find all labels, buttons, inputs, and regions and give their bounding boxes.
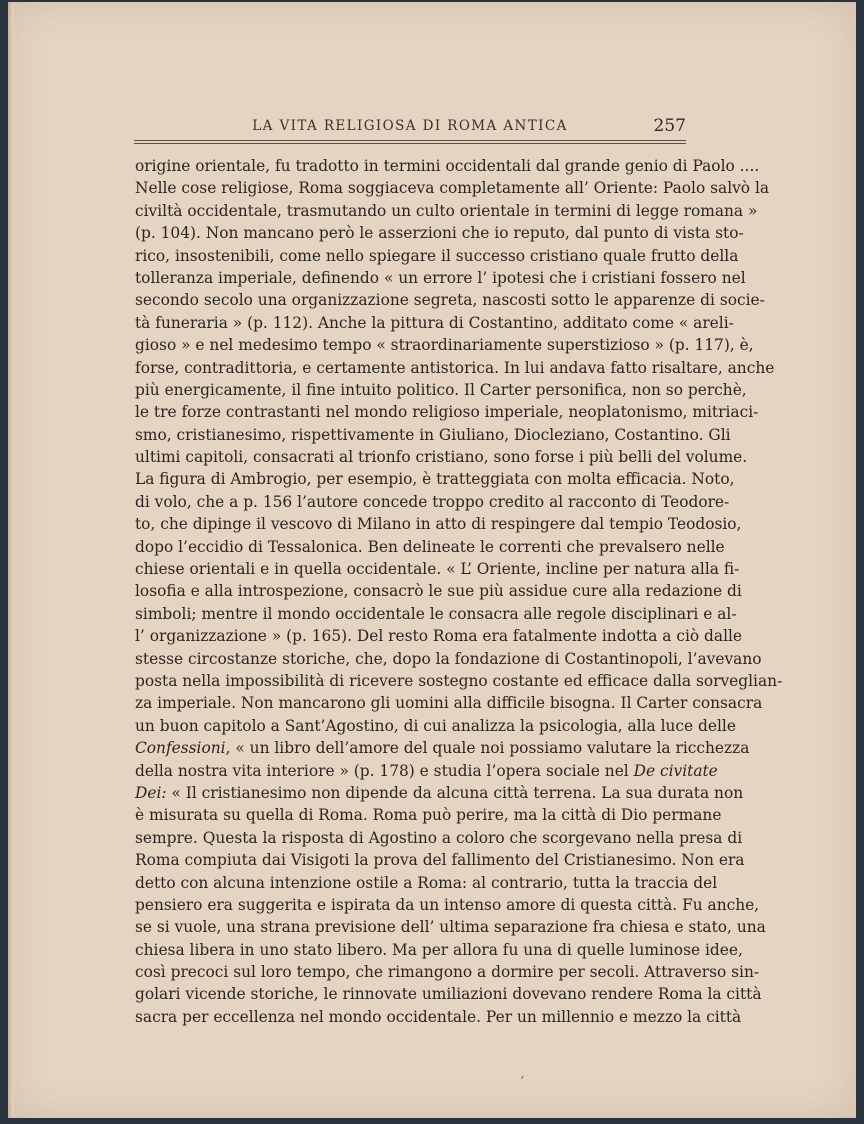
text-line: gioso » e nel medesimo tempo « straordinariamente superstizioso » (p. 117), è, — [135, 336, 754, 355]
text-line: Dei: « Il cristianesimo non dipende da alcuna città terrena. La sua durata non — [135, 783, 744, 802]
text-line: forse, contradittoria, e certamente antistorica. In lui andava fatto risaltare, anche — [135, 358, 775, 377]
text-line: pensiero era suggerita e ispirata da un intenso amore di questa città. Fu anche, — [135, 895, 760, 914]
text-line: La figura di Ambrogio, per esempio, è tratteggiata con molta efficacia. Noto, — [135, 470, 735, 489]
header-rule-top — [134, 140, 686, 141]
text-line: losofia e alla introspezione, consacrò le sue più assidue cure alla redazione di — [135, 582, 742, 601]
text-line: civiltà occidentale, trasmutando un culto orientale in termini di legge romana » — [135, 201, 758, 220]
text-line: simboli; mentre il mondo occidentale le consacra alle regole disciplinari e al- — [135, 604, 737, 623]
text-line: ultimi capitoli, consacrati al trionfo cristiano, sono forse i più belli del volume. — [135, 448, 748, 467]
text-line: Confessioni, « un libro dell’amore del quale noi possiamo valutare la ricchezza — [135, 739, 750, 758]
text-line: così precoci sul loro tempo, che rimangono a dormire per secoli. Attraverso sin- — [135, 963, 760, 982]
text-line: origine orientale, fu tradotto in termini occidentali dal grande genio di Paolo .... — [135, 157, 760, 175]
body-text — [135, 155, 783, 1028]
paper-speck: ʼ — [520, 1074, 524, 1088]
text-line: Nelle cose religiose, Roma soggiaceva completamente all’ Oriente: Paolo salvò la — [135, 179, 770, 198]
text-line: secondo secolo una organizzazione segreta, nascosti sotto le apparenze di socie- — [135, 291, 765, 310]
text-line: stesse circostanze storiche, che, dopo la fondazione di Costantinopoli, l’avevano — [135, 649, 762, 668]
text-line: è misurata su quella di Roma. Roma può perire, ma la città di Dio permane — [135, 806, 722, 825]
text-line: se si vuole, una strana previsione dell’ ultima separazione fra chiesa e stato, una — [135, 918, 766, 937]
text-line: sempre. Questa la risposta di Agostino a coloro che scorgevano nella presa di — [135, 828, 743, 847]
text-line: della nostra vita interiore » (p. 178) e studia l’opera sociale nel De civitate — [135, 761, 718, 780]
text-line: (p. 104). Non mancano però le asserzioni che io reputo, dal punto di vista sto- — [135, 224, 744, 243]
text-line: un buon capitolo a Sant’Agostino, di cui analizza la psicologia, alla luce delle — [135, 716, 736, 735]
text-line: rico, insostenibili, come nello spiegare il successo cristiano quale frutto della — [135, 246, 739, 265]
text-line: tolleranza imperiale, definendo « un errore l’ ipotesi che i cristiani fossero nel — [135, 268, 746, 287]
text-line: Roma compiuta dai Visigoti la prova del fallimento del Cristianesimo. Non era — [135, 851, 745, 870]
text-line: to, che dipinge il vescovo di Milano in atto di respingere dal tempio Teodosio, — [135, 515, 742, 534]
text-line: le tre forze contrastanti nel mondo religioso imperiale, neoplatonismo, mitriaci- — [135, 403, 759, 422]
text-line: sacra per eccellenza nel mondo occidentale. Per un millennio e mezzo la città — [135, 1007, 742, 1026]
text-line: chiese orientali e in quella occidentale. « L’ Oriente, incline per natura alla fi- — [135, 560, 740, 579]
text-line: posta nella impossibilità di ricevere sostegno costante ed efficace dalla sorveglian- — [135, 671, 783, 690]
text-line: di volo, che a p. 156 l’autore concede troppo credito al racconto di Teodore- — [135, 492, 730, 511]
page-number: 257 — [653, 116, 686, 136]
text-line: chiesa libera in uno stato libero. Ma per allora fu una di quelle luminose idee, — [135, 940, 743, 959]
text-line: smo, cristianesimo, rispettivamente in Giuliano, Diocleziano, Costantino. Gli — [135, 425, 731, 444]
text-line: detto con alcuna intenzione ostile a Roma: al contrario, tutta la traccia del — [135, 873, 718, 892]
running-title: LA VITA RELIGIOSA DI ROMA ANTICA — [252, 118, 568, 134]
page-left-edge — [8, 2, 14, 1118]
text-line: dopo l’eccidio di Tessalonica. Ben delineate le correnti che prevalsero nelle — [135, 537, 725, 556]
text-line: l’ organizzazione » (p. 165). Del resto Roma era fatalmente indotta a ciò dalle — [135, 627, 743, 646]
page-header — [134, 118, 686, 140]
text-line: tà funeraria » (p. 112). Anche la pittura di Costantino, additato come « areli- — [135, 313, 734, 332]
text-line: za imperiale. Non mancarono gli uomini alla difficile bisogna. Il Carter consacra — [135, 694, 763, 713]
header-rule-bottom — [134, 143, 686, 144]
text-line: più energicamente, il fine intuito politico. Il Carter personifica, non so perchè, — [135, 380, 747, 399]
text-line: golari vicende storiche, le rinnovate umiliazioni dovevano rendere Roma la città — [135, 985, 762, 1004]
